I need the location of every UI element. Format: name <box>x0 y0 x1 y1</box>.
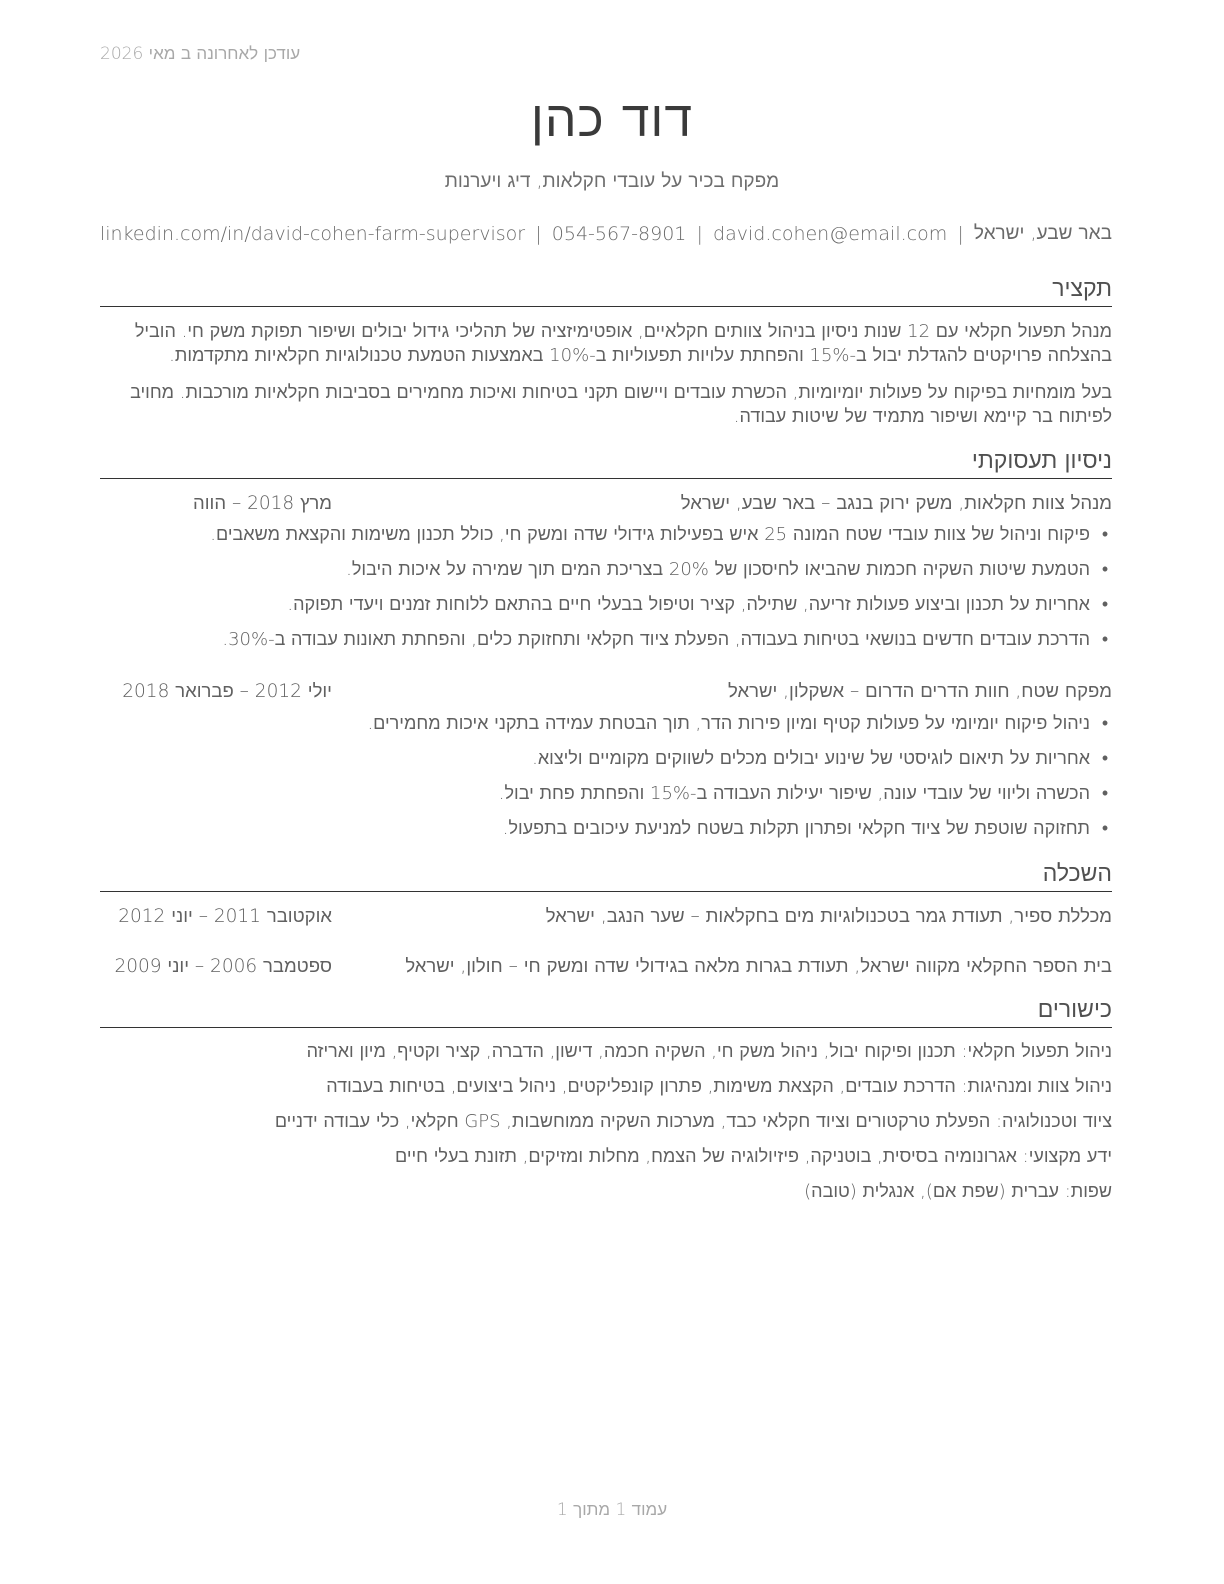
skill-line: ציוד וטכנולוגיה: הפעלת טרקטורים וציוד חקלאי כבד, מערכות השקיה ממוחשבות, GPS חקלאי, כלי עבודה ידניים <box>274 1111 1112 1132</box>
contact-line <box>100 222 1112 245</box>
education-school: בית הספר החקלאי מקווה ישראל, תעודת בגרות מלאה בגידולי שדה ומשק חי – חולון, ישראל <box>405 956 1112 977</box>
contact-linkedin[interactable]: linkedin.com/in/david-cohen-farm-supervisor <box>100 222 526 245</box>
skill-line: ניהול תפעול חקלאי: תכנון ופיקוח יבול, ניהול משק חי, השקיה חכמה, דישון, הדברה, קציר וקטיף, מיון ואריזה <box>306 1041 1112 1062</box>
contact-phone[interactable]: 054-567-8901 <box>551 222 687 245</box>
bullet-text: ניהול פיקוח יומיומי על פעולות קטיף ומיון פירות הדר, תוך הבטחת עמידה בתקני איכות מחמירים. <box>367 713 1090 734</box>
candidate-name: דוד כהן <box>530 90 694 148</box>
education-school: מכללת ספיר, תעודת גמר בטכנולוגיות מים בחקלאות – שער הנגב, ישראל <box>545 906 1112 927</box>
education-dates: ספטמבר 2006 – יוני 2009 <box>114 956 332 977</box>
skill-line: ידע מקצועי: אגרונומיה בסיסית, בוטניקה, פיזיולוגיה של הצמח, מחלות ומזיקים, תזונת בעלי חיים <box>394 1146 1112 1167</box>
contact-email[interactable]: david.cohen@email.com <box>713 222 948 245</box>
page-number: עמוד 1 מתוך 1 <box>556 1500 668 1520</box>
education-heading: השכלה <box>100 859 1112 892</box>
skills-heading: כישורים <box>100 995 1112 1028</box>
skill-line: ניהול צוות ומנהיגות: הדרכת עובדים, הקצאת משימות, פתרון קונפליקטים, ניהול ביצועים, בטיחות בעבודה <box>326 1076 1112 1097</box>
education-item <box>100 905 1112 931</box>
job-bullets <box>100 523 1112 663</box>
skill-line: שפות: עברית (שפת אם), אנגלית (טובה) <box>804 1181 1112 1202</box>
bullet-text: תחזוקה שוטפת של ציוד חקלאי ופתרון תקלות בשטח למניעת עיכובים בתפעול. <box>502 818 1090 839</box>
contact-separator: | <box>535 222 542 245</box>
bullet-text: אחריות על תיאום לוגיסטי של שינוע יבולים מכלים לשווקים מקומיים וליצוא. <box>532 748 1090 769</box>
bullet-text: הדרכת עובדים חדשים בנושאי בטיחות בעבודה, הפעלת ציוד חקלאי ותחזוקת כלים, והפחתת תאונות עבודה ב-30%. <box>222 629 1090 650</box>
job-role: מנהל צוות חקלאות, משק ירוק בנגב – באר שבע, ישראל <box>680 493 1112 514</box>
job-dates: מרץ 2018 – הווה <box>193 493 332 514</box>
job-header <box>100 492 1112 518</box>
candidate-title: מפקח בכיר על עובדי חקלאות, דיג ויערנות <box>444 170 780 192</box>
summary-paragraph: בעל מומחיות בפיקוח על פעולות יומיומיות, הכשרת עובדים ויישום תקני בטיחות ואיכות מחמירים בסביבות חקלאיות מורכבות. מחויב לפיתוח בר קיימא ושיפור מתמיד של שיטות עבודה. <box>130 382 1112 427</box>
job-dates: יולי 2012 – פברואר 2018 <box>122 681 332 702</box>
contact-location: באר שבע, ישראל <box>973 222 1112 244</box>
summary-heading: תקציר <box>100 274 1112 307</box>
bullet-text: הטמעת שיטות השקיה חכמות שהביאו לחיסכון של 20% בצריכת המים תוך שמירה על איכות היבול. <box>346 559 1090 580</box>
job-header <box>100 680 1112 706</box>
list-item: •אחריות על תיאום לוגיסטי של שינוע יבולים מכלים לשווקים מקומיים וליצוא. <box>532 748 1109 769</box>
bullet-text: פיקוח וניהול של צוות עובדי שטח המונה 25 איש בפעילות גידולי שדה ומשק חי, כולל תכנון משימות והקצאת משאבים. <box>210 524 1090 545</box>
last-updated-note: עודכן לאחרונה ב מאי 2026 <box>100 44 301 64</box>
job-role: מפקח שטח, חוות הדרים הדרום – אשקלון, ישראל <box>728 681 1112 702</box>
education-dates: אוקטובר 2011 – יוני 2012 <box>118 906 332 927</box>
bullet-text: הכשרה וליווי של עובדי עונה, שיפור יעילות העבודה ב-15% והפחתת פחת יבול. <box>498 783 1090 804</box>
contact-separator: | <box>957 222 964 245</box>
summary-paragraph: מנהל תפעול חקלאי עם 12 שנות ניסיון בניהול צוותים חקלאיים, אופטימיזציה של תהליכי גידול יבולים ושיפור תפוקת משק חי. הוביל בהצלחה פרויקטים להגדלת יבול ב-15% והפחתת עלויות תפעוליות ב-10% באמצעות הטמעת טכנולוגיות חקלאיות מתקדמות. <box>134 321 1112 366</box>
skills-list <box>100 1040 1112 1215</box>
list-item: •פיקוח וניהול של צוות עובדי שטח המונה 25 איש בפעילות גידולי שדה ומשק חי, כולל תכנון משימות והקצאת משאבים. <box>210 524 1109 545</box>
list-item: •הטמעת שיטות השקיה חכמות שהביאו לחיסכון של 20% בצריכת המים תוך שמירה על איכות היבול. <box>346 559 1109 580</box>
education-item <box>100 955 1112 981</box>
list-item: •אחריות על תכנון וביצוע פעולות זריעה, שתילה, קציר וטיפול בבעלי חיים בהתאם ללוחות זמנים ויעדי תפוקה. <box>287 594 1109 615</box>
list-item: •ניהול פיקוח יומיומי על פעולות קטיף ומיון פירות הדר, תוך הבטחת עמידה בתקני איכות מחמירים. <box>367 713 1109 734</box>
bullet-text: אחריות על תכנון וביצוע פעולות זריעה, שתילה, קציר וטיפול בבעלי חיים בהתאם ללוחות זמנים ויעדי תפוקה. <box>287 594 1090 615</box>
experience-heading: ניסיון תעסוקתי <box>100 446 1112 479</box>
list-item: •הכשרה וליווי של עובדי עונה, שיפור יעילות העבודה ב-15% והפחתת פחת יבול. <box>498 783 1109 804</box>
list-item: •תחזוקה שוטפת של ציוד חקלאי ופתרון תקלות בשטח למניעת עיכובים בתפעול. <box>502 818 1109 839</box>
job-bullets <box>100 712 1112 852</box>
contact-separator: | <box>696 222 703 245</box>
list-item: •הדרכת עובדים חדשים בנושאי בטיחות בעבודה, הפעלת ציוד חקלאי ותחזוקת כלים, והפחתת תאונות עבודה ב-30%. <box>222 629 1109 650</box>
